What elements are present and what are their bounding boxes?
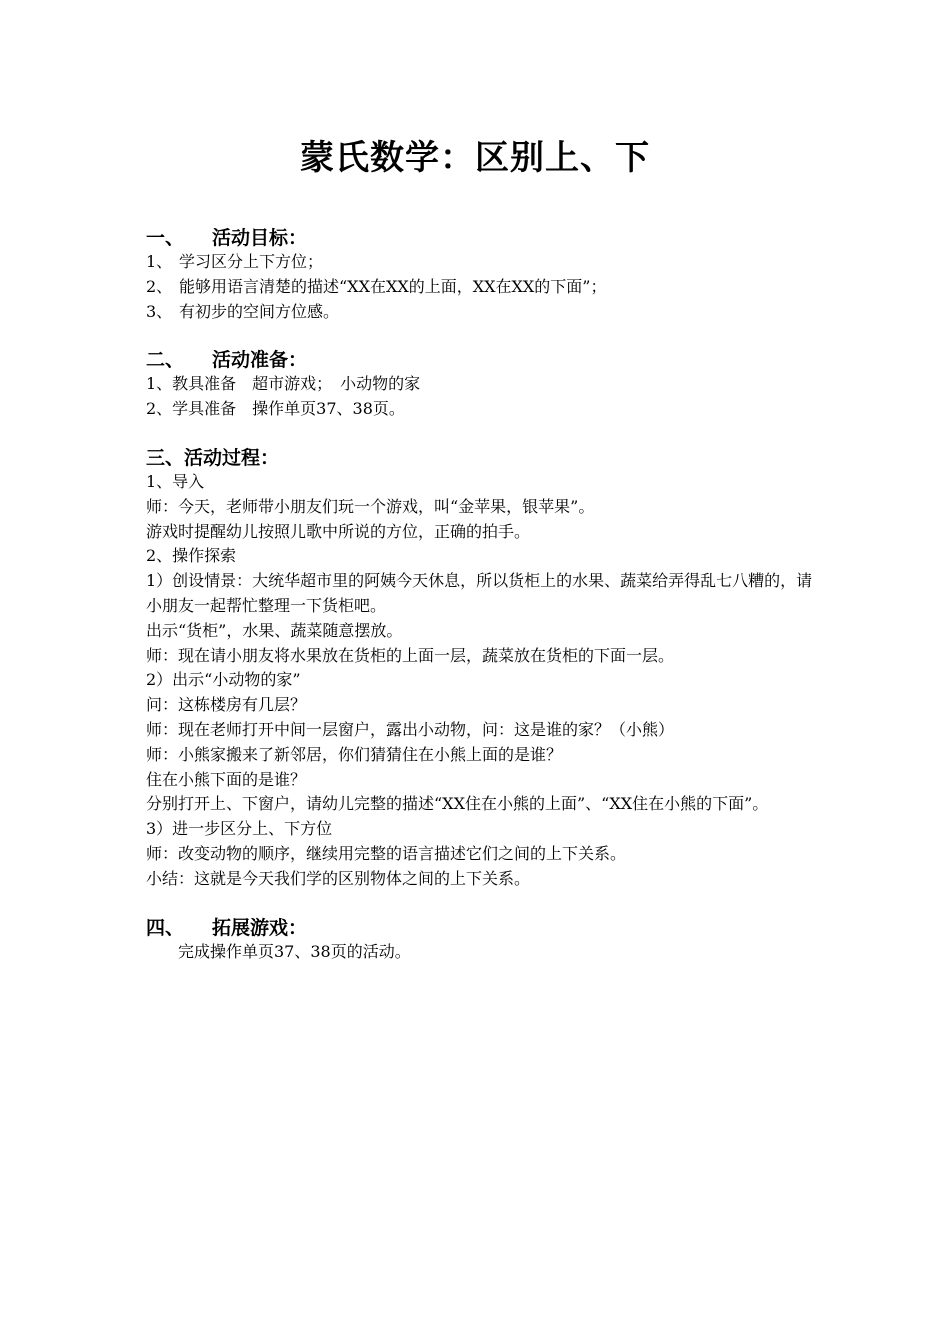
section-heading-preparation: 二、 活动准备： — [146, 349, 308, 372]
process-line: 分别打开上、下窗户，请幼儿完整的描述“XX住在小熊的上面”、“XX住在小熊的下面”。 — [146, 794, 769, 814]
process-line: 2、操作探索 — [146, 546, 237, 566]
process-line: 师：改变动物的顺序，继续用完整的语言描述它们之间的上下关系。 — [146, 843, 627, 863]
document-title: 蒙氏数学：区别上、下 — [300, 138, 650, 178]
process-line: 师：小熊家搬来了新邻居，你们猜猜住在小熊上面的是谁？ — [146, 744, 563, 764]
goal-item: 1、 学习区分上下方位； — [146, 252, 324, 271]
section-heading-extension: 四、 拓展游戏： — [146, 916, 308, 939]
section-heading-process: 三、活动过程： — [146, 446, 280, 469]
process-line: 游戏时提醒幼儿按照儿歌中所说的方位，正确的拍手。 — [146, 521, 531, 541]
process-line: 1、导入 — [146, 471, 205, 491]
section-heading-goals: 一、 活动目标： — [146, 227, 308, 249]
process-line: 师：现在老师打开中间一层窗户，露出小动物，问：这是谁的家？（小熊） — [146, 719, 675, 739]
document-body — [146, 226, 821, 964]
process-line: 师：现在请小朋友将水果放在货柜的上面一层，蔬菜放在货柜的下面一层。 — [146, 645, 675, 665]
process-line: 小结：这就是今天我们学的区别物体之间的上下关系。 — [146, 868, 531, 888]
process-line: 3）进一步区分上、下方位 — [146, 819, 333, 839]
process-line: 出示“货柜”，水果、蔬菜随意摆放。 — [146, 620, 403, 640]
process-line: 1）创设情景：大统华超市里的阿姨今天休息，所以货柜上的水果、蔬菜给弄得乱七八糟的，请小朋友一起帮忙整理一下货柜吧。 — [146, 571, 813, 615]
preparation-line: 2、学具准备 操作单页37、38页。 — [146, 399, 405, 419]
process-line: 住在小熊下面的是谁？ — [146, 769, 307, 789]
goal-item: 2、 能够用语言清楚的描述“XX在XX的上面，XX在XX的下面”； — [146, 276, 607, 296]
goal-item: 3、 有初步的空间方位感。 — [146, 301, 340, 321]
preparation-line: 1、教具准备 超市游戏； 小动物的家 — [146, 374, 421, 394]
process-line: 2）出示“小动物的家” — [146, 670, 301, 690]
extension-line: 完成操作单页37、38页的活动。 — [178, 941, 411, 961]
process-line: 问：这栋楼房有几层？ — [146, 695, 307, 715]
process-line: 师：今天，老师带小朋友们玩一个游戏，叫“金苹果，银苹果”。 — [146, 496, 595, 516]
